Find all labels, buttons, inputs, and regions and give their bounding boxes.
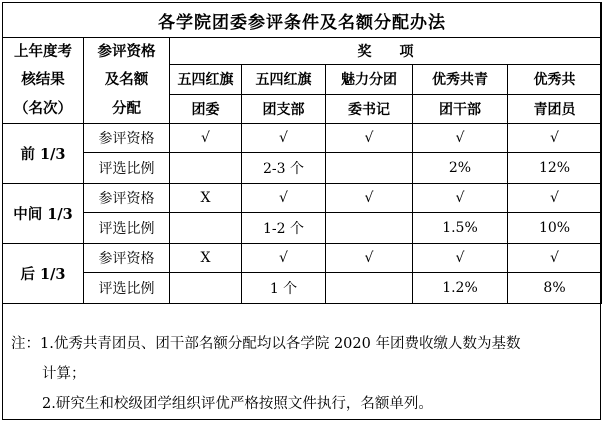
table-row	[3, 244, 602, 273]
award-header-secretary-2: 委书记	[326, 94, 413, 123]
table-cell: 2-3 个	[242, 153, 326, 184]
qual-header-line: 及名额	[104, 71, 149, 88]
rank-header-line: （名次）	[14, 100, 72, 117]
table-cell: √	[242, 184, 326, 213]
table-title: 各学院团委参评条件及名额分配办法	[3, 3, 602, 38]
table-cell	[326, 153, 413, 184]
award-header-cadre-2: 团干部	[413, 94, 508, 123]
table-cell: √	[326, 124, 413, 153]
row-label: 评选比例	[84, 273, 170, 304]
rank-header-line: 核结果	[21, 71, 65, 88]
rank-header-line: 上年度考	[14, 43, 72, 60]
table-cell: 8%	[508, 273, 602, 304]
table-cell	[326, 213, 413, 244]
table-cell	[326, 273, 413, 304]
note-line-1-continued: 计算；	[42, 366, 86, 382]
table-cell: √	[413, 124, 508, 153]
award-header-wusi-committee: 五四红旗	[170, 65, 242, 94]
row-label: 参评资格	[84, 244, 170, 273]
table-cell: 1-2 个	[242, 213, 326, 244]
row-label: 评选比例	[84, 213, 170, 244]
table-row	[3, 213, 602, 244]
table-cell: √	[508, 184, 602, 213]
rank-column-header	[3, 38, 84, 124]
table-cell	[170, 213, 242, 244]
row-label: 参评资格	[84, 124, 170, 153]
award-header-wusi-branch: 五四红旗	[242, 65, 326, 94]
table-cell: √	[508, 244, 602, 273]
table-cell: √	[326, 244, 413, 273]
award-header-member-2: 青团员	[508, 94, 602, 123]
notes-section	[2, 325, 601, 420]
table-cell	[170, 153, 242, 184]
note-line-2: 2.研究生和校级团学组织评优严格按照文件执行，名额单列。	[42, 396, 433, 412]
group-label: 前 1/3	[3, 124, 84, 184]
row-label: 评选比例	[84, 153, 170, 184]
group-label: 后 1/3	[3, 244, 84, 304]
table-cell	[170, 273, 242, 304]
qualification-column-header	[84, 38, 170, 124]
table-cell: √	[413, 244, 508, 273]
row-label: 参评资格	[84, 184, 170, 213]
table-cell: √	[170, 124, 242, 153]
table-cell: √	[326, 184, 413, 213]
award-header-cadre: 优秀共青	[413, 65, 508, 94]
award-header-member: 优秀共	[508, 65, 602, 94]
award-header-wusi-committee-2: 团委	[170, 94, 242, 123]
table-cell: √	[242, 244, 326, 273]
qual-header-line: 分配	[112, 100, 141, 117]
table-cell: 12%	[508, 153, 602, 184]
group-label: 中间 1/3	[3, 184, 84, 244]
qual-header-line: 参评资格	[97, 43, 156, 60]
table-cell: √	[508, 124, 602, 153]
awards-header: 奖 项	[170, 38, 602, 65]
table-cell: 1.2%	[413, 273, 508, 304]
allocation-table	[2, 2, 602, 304]
table-cell: 2%	[413, 153, 508, 184]
award-header-wusi-branch-2: 团支部	[242, 94, 326, 123]
table-row	[3, 124, 602, 153]
table-row	[3, 273, 602, 304]
table-cell: 1 个	[242, 273, 326, 304]
note-line-1: 注：1.优秀共青团员、团干部名额分配均以各学院 2020 年团费收缴人数为基数	[11, 336, 521, 352]
table-cell: 10%	[508, 213, 602, 244]
table-row	[3, 184, 602, 213]
table-cell: √	[242, 124, 326, 153]
table-cell: 1.5%	[413, 213, 508, 244]
table-cell: X	[170, 244, 242, 273]
table-row	[3, 153, 602, 184]
table-cell: √	[413, 184, 508, 213]
award-header-secretary: 魅力分团	[326, 65, 413, 94]
table-cell: X	[170, 184, 242, 213]
